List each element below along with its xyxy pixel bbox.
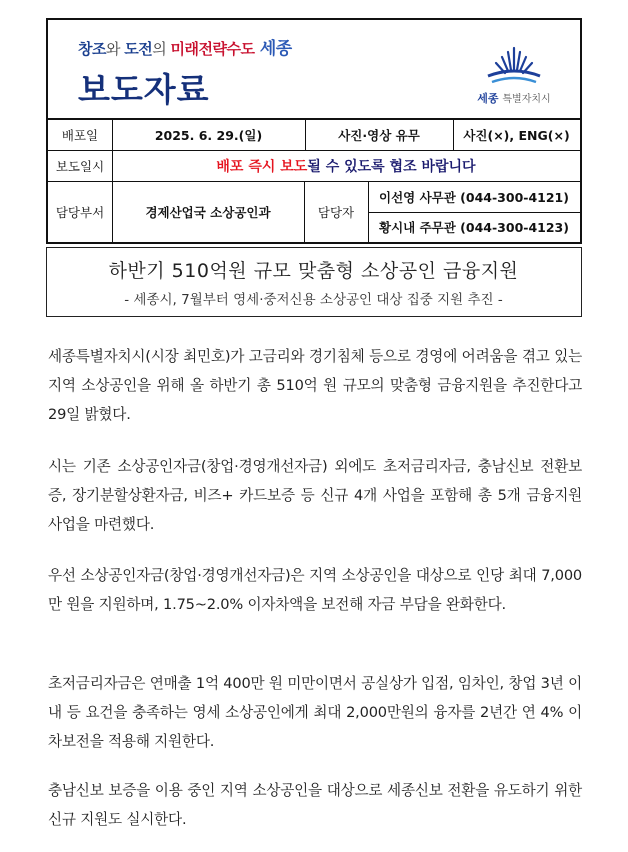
body-paragraph: 초저금리자금은 연매출 1억 400만 원 미만이면서 공실상가 입점, 임차인, 창업 3년 이내 등 요건을 충족하는 영세 소상공인에게 최대 2,000만원의 융자를 2년간 연 4% 이차보전을 적용해 지원한다. xyxy=(48,675,582,750)
city-slogan xyxy=(78,34,292,59)
notice-rest: 될 수 있도록 협조 바랍니다 xyxy=(307,158,476,175)
contact-label: 담당자 xyxy=(317,204,355,220)
slogan-part: 세종 xyxy=(254,39,292,59)
logo-name: 세종 xyxy=(477,92,499,105)
body-paragraph: 충남신보 보증을 이용 중인 지역 소상공인을 대상으로 세종신보 전환을 유도하기 위한 신규 지원도 실시한다. xyxy=(48,782,582,828)
slogan-part: 창조 xyxy=(78,40,106,58)
release-time-label: 보도일시 xyxy=(55,158,105,174)
logo-suffix: 특별자치시 xyxy=(502,94,551,105)
slogan-part: 와 xyxy=(105,40,125,58)
date-label: 배포일 xyxy=(61,128,99,143)
release-info-table xyxy=(46,118,582,244)
press-header-banner xyxy=(46,18,582,120)
headline-title: 하반기 510억원 규모 맞춤형 소상공인 금융지원 xyxy=(108,260,519,282)
release-date: 2025. 6. 29.(일) xyxy=(154,128,263,143)
release-notice xyxy=(112,150,580,181)
body-paragraph: 우선 소상공인자금(창업·경영개선자금)은 지역 소상공인을 대상으로 인당 최대 7,000만 원을 지원하며, 1.75~2.0% 이자차액을 보전해 자금 부담을 완화한다. xyxy=(48,567,582,613)
department-label: 담당부서 xyxy=(55,204,105,220)
slogan-part: 도전 xyxy=(124,40,153,58)
contact-1: 이선영 사무관 (044-300-4121) xyxy=(379,189,569,205)
headline-box xyxy=(46,247,582,317)
body-paragraph: 시는 기존 소상공인자금(창업·경영개선자금) 외에도 초저금리자금, 충남신보 전환보증, 장기분할상환자금, 비즈+ 카드보증 등 신규 4개 사업을 포함해 총 5개 금융지원 사업을 마련했다. xyxy=(48,458,582,533)
logo-text xyxy=(464,90,564,106)
page-title: 보도자료 xyxy=(78,70,210,109)
slogan-part: 의 xyxy=(152,40,171,58)
contact-2: 황시내 주무관 (044-300-4123) xyxy=(379,220,569,235)
notice-highlight: 배포 즉시 보도 xyxy=(216,158,308,175)
headline-subtitle: - 세종시, 7월부터 영세·중저신용 소상공인 대상 집중 지원 추진 - xyxy=(124,292,503,308)
sejong-emblem-icon xyxy=(484,40,544,86)
department-value: 경제산업국 소상공인과 xyxy=(145,204,271,220)
media-label: 사진·영상 유무 xyxy=(338,128,420,143)
slogan-part: 미래전략수도 xyxy=(170,40,255,58)
body-paragraph: 세종특별자치시(시장 최민호)가 고금리와 경기침체 등으로 경영에 어려움을 겪고 있는 지역 소상공인을 위해 올 하반기 총 510억 원 규모의 맞춤형 금융지원을 추진한다고 29일 밝혔다. xyxy=(48,348,582,423)
city-logo xyxy=(464,40,564,110)
media-value: 사진(×), ENG(×) xyxy=(463,128,570,143)
